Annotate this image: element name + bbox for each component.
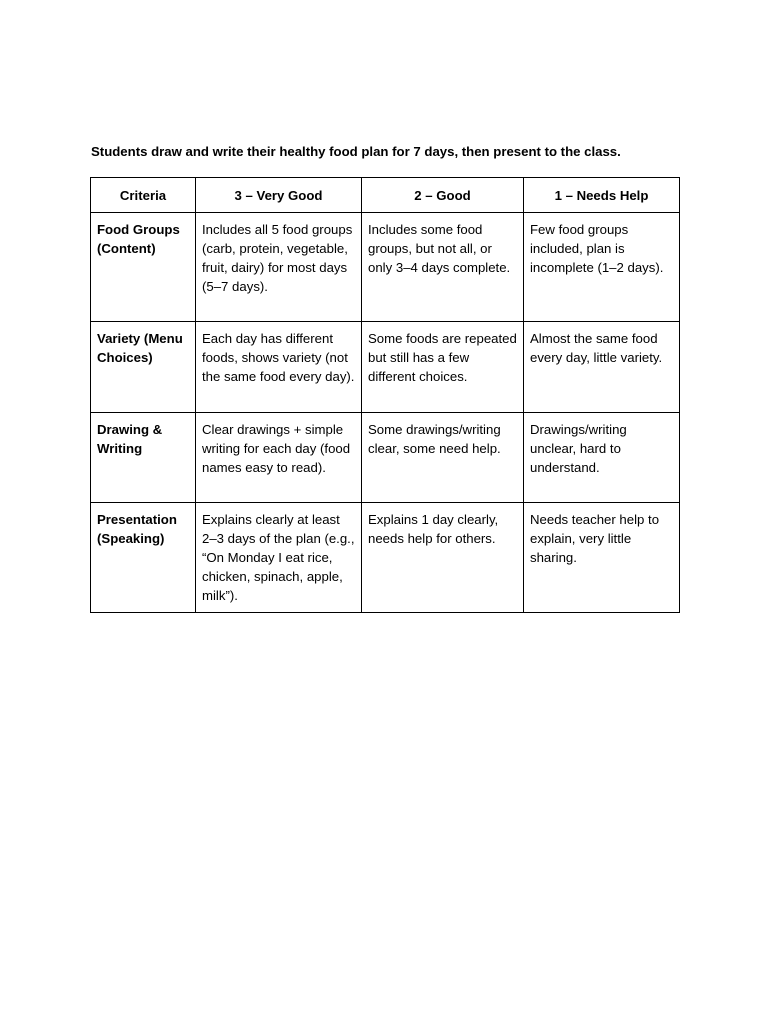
table-row <box>91 503 680 613</box>
very-good-cell: Explains clearly at least 2–3 days of the plan (e.g., “On Monday I eat rice, chicken, spinach, apple, milk”). <box>196 503 362 613</box>
needs-help-cell: Needs teacher help to explain, very little sharing. <box>524 503 680 613</box>
instruction-text: Students draw and write their healthy food plan for 7 days, then present to the class. <box>91 144 621 159</box>
table-row <box>91 322 680 413</box>
criteria-cell: Food Groups (Content) <box>91 213 196 322</box>
needs-help-cell: Few food groups included, plan is incomplete (1–2 days). <box>524 213 680 322</box>
good-cell: Some foods are repeated but still has a few different choices. <box>362 322 524 413</box>
header-criteria: Criteria <box>91 178 196 213</box>
needs-help-cell: Drawings/writing unclear, hard to understand. <box>524 413 680 503</box>
header-very-good: 3 – Very Good <box>196 178 362 213</box>
good-cell: Explains 1 day clearly, needs help for others. <box>362 503 524 613</box>
criteria-cell: Variety (Menu Choices) <box>91 322 196 413</box>
header-good: 2 – Good <box>362 178 524 213</box>
table-row <box>91 213 680 322</box>
header-needs-help: 1 – Needs Help <box>524 178 680 213</box>
very-good-cell: Clear drawings + simple writing for each day (food names easy to read). <box>196 413 362 503</box>
criteria-cell: Presentation (Speaking) <box>91 503 196 613</box>
table-header-row <box>91 178 680 213</box>
needs-help-cell: Almost the same food every day, little variety. <box>524 322 680 413</box>
table-row <box>91 413 680 503</box>
good-cell: Includes some food groups, but not all, or only 3–4 days complete. <box>362 213 524 322</box>
very-good-cell: Includes all 5 food groups (carb, protein, vegetable, fruit, dairy) for most days (5–7 days). <box>196 213 362 322</box>
good-cell: Some drawings/writing clear, some need help. <box>362 413 524 503</box>
very-good-cell: Each day has different foods, shows variety (not the same food every day). <box>196 322 362 413</box>
criteria-cell: Drawing & Writing <box>91 413 196 503</box>
rubric-table <box>90 177 680 613</box>
